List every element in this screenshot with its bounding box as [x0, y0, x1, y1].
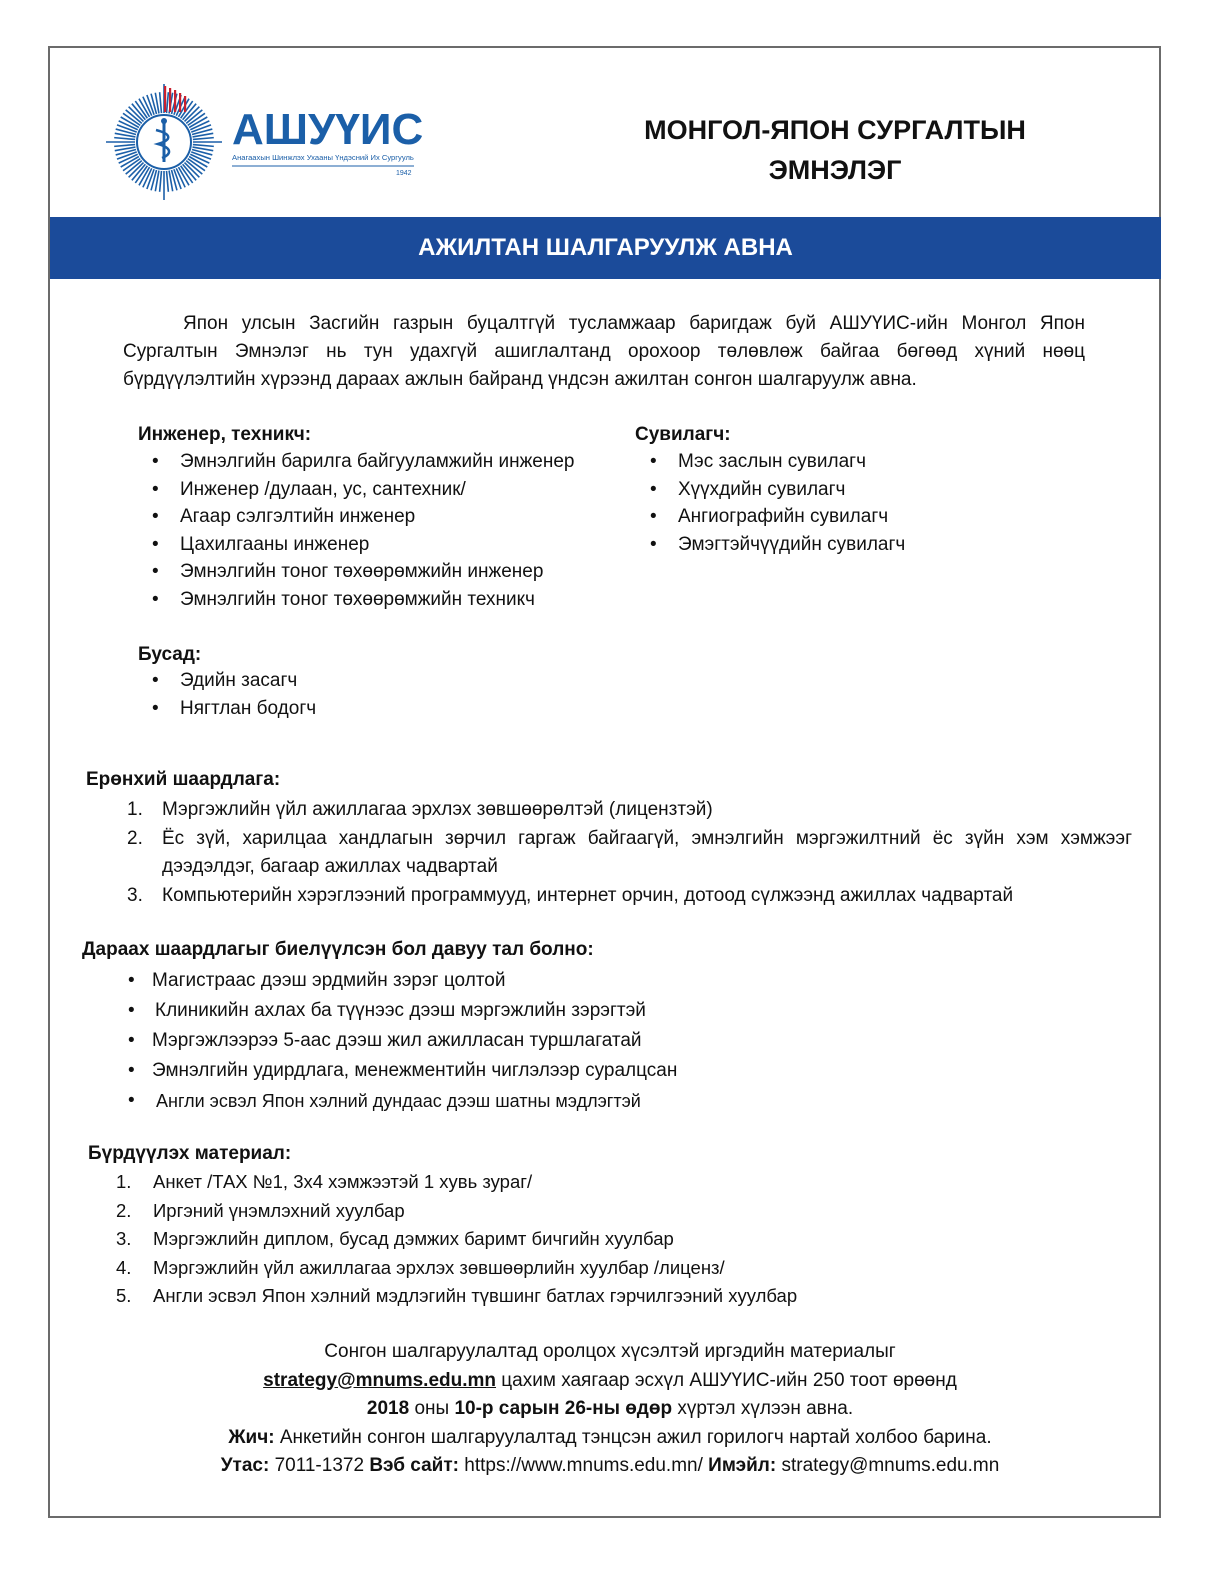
general-requirements-list	[124, 796, 1132, 910]
list-item: • Клиникийн ахлах ба түүнээс дээш мэргэжлийн зэрэгтэй	[128, 1000, 646, 1021]
advantages-heading: Дараах шаардлагыг биелүүлсэн бол давуу тал болно:	[82, 939, 594, 960]
advantages-list	[118, 966, 918, 1116]
list-item: 3. Мэргэжлийн диплом, бусад дэмжих баримт бичгийн хуулбар	[116, 1228, 674, 1249]
list-item: 4. Мэргэжлийн үйл ажиллагаа эрхлэх зөвшөөрлийн хуулбар /лиценз/	[116, 1256, 725, 1278]
list-item: • Агаар сэлгэлтийн инженер	[152, 506, 416, 527]
deadline-date: 10-р сарын 26-ны өдөр	[454, 1398, 673, 1419]
list-item: 3. Компьютерийн хэрэглээний программууд, интернет орчин, дотоод сүлжээнд ажиллах чадвартай	[127, 884, 1014, 906]
hospital-title-line2: ЭМНЭЛЭГ	[768, 155, 902, 185]
list-item: • Эмэгтэйчүүдийн сувилагч	[650, 533, 906, 555]
svg-text:Анагаахын Шинжлэх Ухааны Үндэс: Анагаахын Шинжлэх Ухааны Үндэсний Их Сургууль	[232, 153, 414, 162]
svg-text:1942: 1942	[396, 170, 412, 177]
list-item: • Англи эсвэл Япон хэлний дундаас дээш шатны мэдлэгтэй	[128, 1090, 641, 1111]
general-requirements-heading: Ерөнхий шаардлага:	[86, 769, 281, 790]
list-item: • Эмнэлгийн удирдлага, менежментийн чиглэлээр суралцсан	[128, 1060, 678, 1081]
hospital-title	[560, 110, 1110, 190]
engineers-list	[140, 448, 590, 613]
other-list	[140, 667, 590, 722]
footer-line-2: strategy@mnums.edu.mn цахим хаягаар эсхүл АШУҮИС-ийн 250 тоот өрөөнд	[263, 1369, 957, 1391]
list-item: • Эмнэлгийн барилга байгууламжийн инженер	[152, 451, 575, 472]
phone-number: 7011-1372	[269, 1455, 370, 1476]
list-item: • Эмнэлгийн тоног төхөөрөмжийн инженер	[152, 561, 544, 582]
materials-list	[113, 1168, 1013, 1311]
footer-note: Жич: Анкетийн сонгон шалгаруулалтад тэнцсэн ажил горилогч нартай холбоо барина.	[228, 1426, 992, 1448]
list-item: 2. Ёс зүй, харилцаа хандлагын зөрчил гаргаж байгаагүй, эмнэлгийн мэргэжилтний ёс зүйн хэм хэмжээг дээдэлдэг, багаар ажиллах чадвартай	[127, 827, 1132, 877]
university-logo	[104, 82, 434, 202]
list-item: • Ангиографийн сувилагч	[650, 506, 889, 527]
list-item: • Цахилгааны инженер	[152, 533, 370, 555]
website-url[interactable]: https://www.mnums.edu.mn/	[458, 1455, 709, 1476]
other-heading: Бусад:	[138, 644, 202, 665]
list-item: 5. Англи эсвэл Япон хэлний мэдлэгийн түвшинг батлах гэрчилгээний хуулбар	[116, 1285, 798, 1306]
intro-paragraph: Япон улсын Засгийн газрын буцалтгүй тусламжаар баригдаж буй АШУҮИС-ийн Монгол Япон Сургалтын Эмнэлэг нь тун удахгүй ашиглалтанд орохоор төлөвлөж байгаа бөгөөд хүний нөөц бүрдүүлэлтийн хүрээнд дараах ажлын байранд үндсэн ажилтан сонгон шалгаруулж авна.	[123, 313, 1085, 390]
materials-heading: Бүрдүүлэх материал:	[88, 1143, 292, 1164]
recruitment-banner: АЖИЛТАН ШАЛГАРУУЛЖ АВНА	[50, 217, 1161, 279]
list-item: • Эдийн засагч	[152, 670, 298, 691]
hospital-title-line1: МОНГОЛ-ЯПОН СУРГАЛТЫН	[644, 115, 1026, 145]
footer-line-3: 2018 оны 10-р сарын 26-ны өдөр хүртэл хүлээн авна.	[366, 1398, 854, 1419]
list-item: 2. Иргэний үнэмлэхний хуулбар	[116, 1199, 405, 1221]
list-item: 1. Анкет /ТАХ №1, 3х4 хэмжээтэй 1 хувь зураг/	[116, 1171, 533, 1192]
list-item: • Мэс заслын сувилагч	[650, 451, 866, 472]
footer-contacts: Утас: 7011-1372 Вэб сайт: https://www.mnums.edu.mn/ Имэйл: strategy@mnums.edu.mn	[220, 1455, 1000, 1476]
list-item: • Нягтлан бодогч	[152, 697, 317, 719]
footer-contact	[130, 1338, 1090, 1481]
list-item: • Мэргэжлээрээ 5-аас дээш жил ажилласан туршлагатай	[128, 1030, 642, 1051]
list-item: • Инженер /дулаан, ус, сантехник/	[152, 478, 466, 500]
list-item: • Эмнэлгийн тоног төхөөрөмжийн техникч	[152, 588, 535, 610]
list-item: • Магистраас дээш эрдмийн зэрэг цолтой	[128, 970, 506, 991]
footer-line-1: Сонгон шалгаруулалтад оролцох хүсэлтэй иргэдийн материалыг	[324, 1341, 896, 1362]
list-item: • Хүүхдийн сувилагч	[650, 478, 846, 500]
email-link[interactable]: strategy@mnums.edu.mn	[263, 1369, 497, 1391]
svg-text:АШУҮИС: АШУҮИС	[232, 105, 424, 154]
engineers-heading: Инженер, техникч:	[138, 424, 312, 445]
nurses-heading: Сувилагч:	[635, 424, 731, 445]
nurses-list	[638, 448, 1038, 558]
contact-email[interactable]: strategy@mnums.edu.mn	[776, 1455, 1000, 1476]
list-item: 1. Мэргэжлийн үйл ажиллагаа эрхлэх зөвшөөрөлтэй (лицензтэй)	[127, 799, 713, 820]
